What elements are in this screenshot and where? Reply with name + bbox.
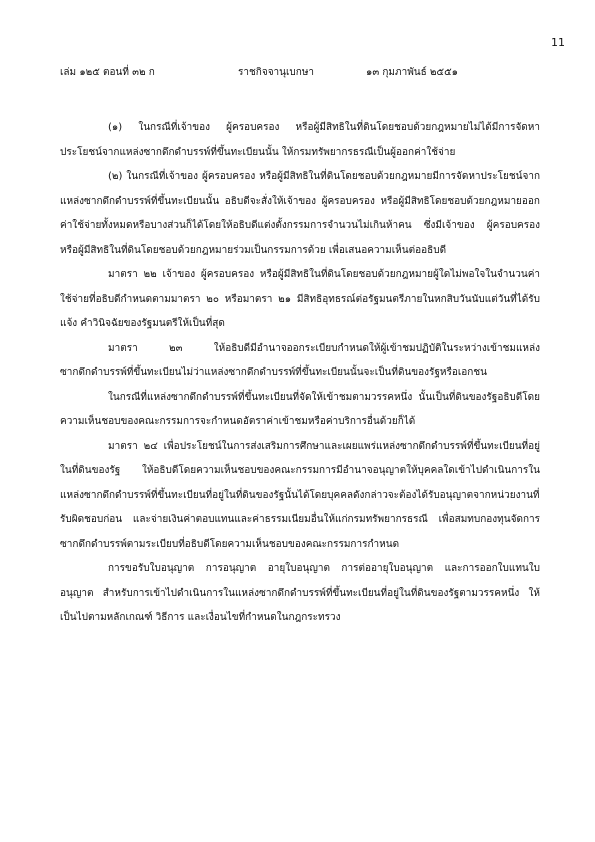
body-text	[60, 116, 540, 631]
header-publication: ราชกิจจานุเบกษา	[238, 67, 315, 78]
paragraph-section-23: มาตรา ๒๓ ให้อธิบดีมีอำนาจออกระเบียบกำหนดให้ผู้เข้าชมปฏิบัติในระหว่างเข้าชมแหล่งซากดึกดำบรรพ์ที่ขึ้นทะเบียนไม่ว่าแหล่งซากดึกดำบรรพ์ที่ขึ้นทะเบียนนั้นจะเป็นที่ดินของรัฐหรือเอกชน	[60, 342, 540, 378]
paragraph-item-2: (๒) ในกรณีที่เจ้าของ ผู้ครอบครอง หรือผู้มีสิทธิในที่ดินโดยชอบด้วยกฎหมายมีการจัดหาประโยชน์จากแหล่งซากดึกดำบรรพ์ที่ขึ้นทะเบียนนั้น อธิบดีจะสั่งให้เจ้าของ ผู้ครอบครอง หรือผู้มีสิทธิโดยชอบด้วยกฎหมายออกค่าใช้จ่ายทั้งหมดหรือบางส่วนก็ได้โดยให้อธิบดีแต่งตั้งกรรมการจำนวนไม่เกินห้าคน ซึ่งมีเจ้าของ ผู้ครอบครอง หรือผู้มีสิทธิในที่ดินโดยชอบด้วยกฎหมายร่วมเป็นกรรมการด้วย เพื่อเสนอความเห็นต่ออธิบดี	[60, 171, 540, 256]
page-number: 11	[551, 36, 565, 49]
paragraph-section-24-clause-2: การขอรับใบอนุญาต การอนุญาต อายุใบอนุญาต การต่ออายุใบอนุญาต และการออกใบแทนใบอนุญาต สำหรับการเข้าไปดำเนินการในแหล่งซากดึกดำบรรพ์ที่ขึ้นทะเบียนที่อยู่ในที่ดินของรัฐตามวรรคหนึ่ง ให้เป็นไปตามหลักเกณฑ์ วิธีการ และเงื่อนไขที่กำหนดในกฎกระทรวง	[60, 563, 540, 623]
running-header	[60, 65, 535, 79]
paragraph-section-22: มาตรา ๒๒ เจ้าของ ผู้ครอบครอง หรือผู้มีสิทธิในที่ดินโดยชอบด้วยกฎหมายผู้ใดไม่พอใจในจำนวนค่าใช้จ่ายที่อธิบดีกำหนดตามมาตรา ๒๐ หรือมาตรา ๒๑ มีสิทธิอุทธรณ์ต่อรัฐมนตรีภายในหกสิบวันนับแต่วันที่ได้รับแจ้ง คำวินิจฉัยของรัฐมนตรีให้เป็นที่สุด	[60, 269, 540, 329]
paragraph-item-1: (๑) ในกรณีที่เจ้าของ ผู้ครอบครอง หรือผู้มีสิทธิในที่ดินโดยชอบด้วยกฎหมายไม่ได้มีการจัดหาประโยชน์จากแหล่งซากดึกดำบรรพ์ที่ขึ้นทะเบียนนั้น ให้กรมทรัพยากรธรณีเป็นผู้ออกค่าใช้จ่าย	[60, 122, 540, 158]
paragraph-section-24: มาตรา ๒๔ เพื่อประโยชน์ในการส่งเสริมการศึกษาและเผยแพร่แหล่งซากดึกดำบรรพ์ที่ขึ้นทะเบียนที่อยู่ในที่ดินของรัฐ ให้อธิบดีโดยความเห็นชอบของคณะกรรมการมีอำนาจอนุญาตให้บุคคลใดเข้าไปดำเนินการในแหล่งซากดึกดำบรรพ์ที่ขึ้นทะเบียนที่อยู่ในที่ดินของรัฐนั้นได้โดยบุคคลดังกล่าวจะต้องได้รับอนุญาตจากหน่วยงานที่รับผิดชอบก่อน และจ่ายเงินค่าตอบแทนและค่าธรรมเนียมอื่นให้แก่กรมทรัพยากรธรณี เพื่อสมทบกองทุนจัดการซากดึกดำบรรพ์ตามระเบียบที่อธิบดีโดยความเห็นชอบของคณะกรรมการกำหนด	[60, 440, 540, 550]
paragraph-section-23-clause-2: ในกรณีที่แหล่งซากดึกดำบรรพ์ที่ขึ้นทะเบียนที่จัดให้เข้าชมตามวรรคหนึ่ง นั้นเป็นที่ดินของรัฐอธิบดีโดยความเห็นชอบของคณะกรรมการจะกำหนดอัตราค่าเข้าชมหรือค่าบริการอื่นด้วยก็ได้	[60, 391, 540, 427]
header-volume-issue: เล่ม ๑๒๕ ตอนที่ ๓๒ ก	[60, 67, 155, 78]
header-date: ๑๓ กุมภาพันธ์ ๒๕๕๑	[366, 67, 459, 78]
